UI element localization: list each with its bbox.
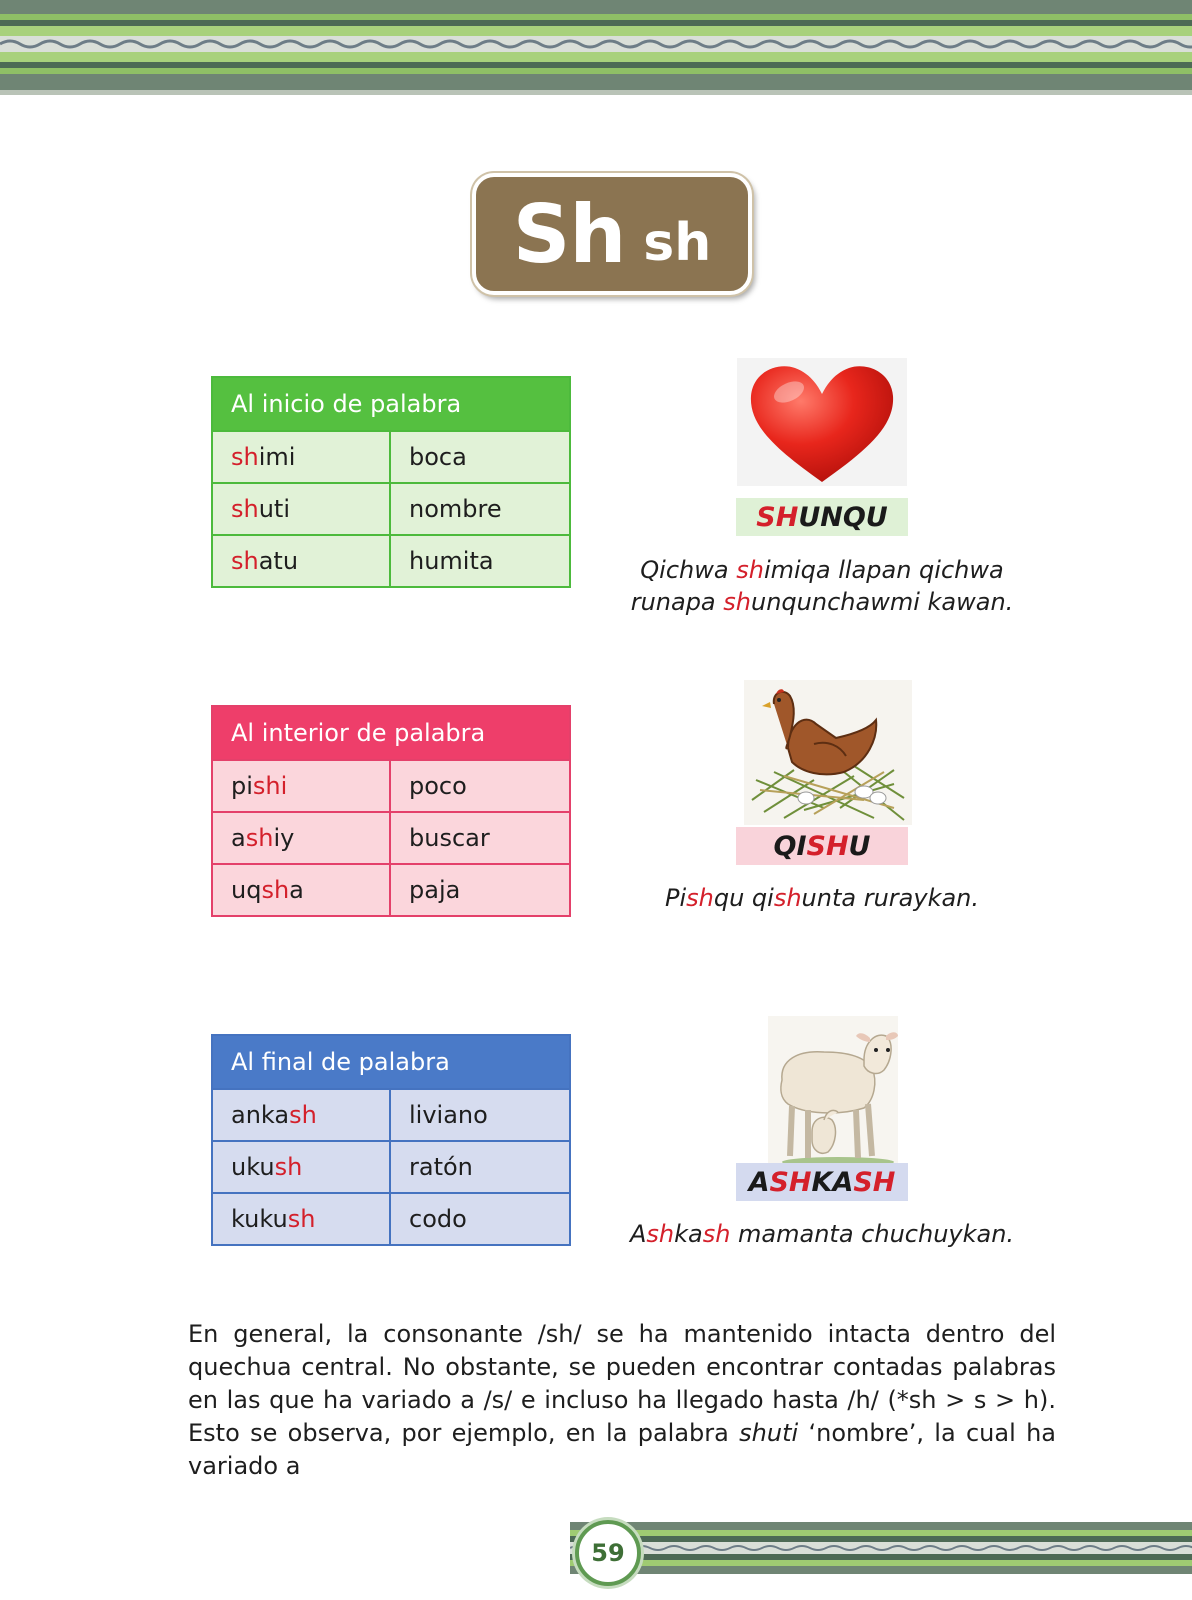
table-row bbox=[212, 864, 570, 916]
quechua-word: ukush bbox=[212, 1141, 390, 1193]
quechua-word: ankash bbox=[212, 1089, 390, 1141]
spanish-meaning: poco bbox=[390, 760, 570, 812]
quechua-word: uqsha bbox=[212, 864, 390, 916]
heart-icon bbox=[737, 358, 907, 486]
spanish-meaning: buscar bbox=[390, 812, 570, 864]
table-header: Al interior de palabra bbox=[212, 706, 570, 760]
quechua-word: kukush bbox=[212, 1193, 390, 1245]
example-word-label: QI SH U bbox=[736, 827, 908, 865]
example-caption: Pishqu qishunta ruraykan. bbox=[664, 884, 980, 912]
table-row bbox=[212, 1141, 570, 1193]
table-header: Al final de palabra bbox=[212, 1035, 570, 1089]
table-initial-position bbox=[211, 376, 571, 588]
table-interior-position bbox=[211, 705, 571, 917]
explanation-paragraph: En general, la consonante /sh/ se ha mantenido intacta dentro del quechua central. No obstante, se pueden encontrar contadas palabras en las que ha variado a /s/ e incluso ha llegado hasta /h/ (*sh > s > h). Esto se observa, por ejemplo, en la palabra shuti ‘nombre’, la cual ha variado a bbox=[188, 1320, 1057, 1480]
table-row bbox=[212, 483, 570, 535]
example-word-label: A SH KA SH bbox=[736, 1163, 908, 1201]
table-row bbox=[212, 431, 570, 483]
quechua-word: shatu bbox=[212, 535, 390, 587]
spanish-meaning: liviano bbox=[390, 1089, 570, 1141]
spanish-meaning: paja bbox=[390, 864, 570, 916]
spanish-meaning: codo bbox=[390, 1193, 570, 1245]
spanish-meaning: nombre bbox=[390, 483, 570, 535]
table-row bbox=[212, 535, 570, 587]
quechua-word: ashiy bbox=[212, 812, 390, 864]
title-lower: sh bbox=[643, 213, 712, 273]
spanish-meaning: ratón bbox=[390, 1141, 570, 1193]
page-number: 59 bbox=[575, 1520, 641, 1586]
table-final-position bbox=[211, 1034, 571, 1246]
example-caption: Ashkash mamanta chuchuykan. bbox=[629, 1220, 1015, 1248]
letter-title bbox=[472, 173, 752, 295]
footer-decorative-band bbox=[570, 1514, 1192, 1584]
table-row bbox=[212, 1089, 570, 1141]
title-upper: Sh bbox=[512, 187, 626, 281]
quechua-word: shimi bbox=[212, 431, 390, 483]
sheep-with-lamb-icon bbox=[768, 1016, 898, 1168]
table-row bbox=[212, 812, 570, 864]
example-caption: Qichwa shimiqa llapan qichwa runapa shunqunchawmi kawan. bbox=[630, 556, 1014, 616]
spanish-meaning: boca bbox=[390, 431, 570, 483]
table-header: Al inicio de palabra bbox=[212, 377, 570, 431]
example-word-label: SH UNQU bbox=[736, 498, 908, 536]
hen-on-nest-icon bbox=[744, 680, 912, 825]
quechua-word: pishi bbox=[212, 760, 390, 812]
top-decorative-band bbox=[0, 0, 1192, 95]
spanish-meaning: humita bbox=[390, 535, 570, 587]
table-row bbox=[212, 1193, 570, 1245]
quechua-word: shuti bbox=[212, 483, 390, 535]
table-row bbox=[212, 760, 570, 812]
